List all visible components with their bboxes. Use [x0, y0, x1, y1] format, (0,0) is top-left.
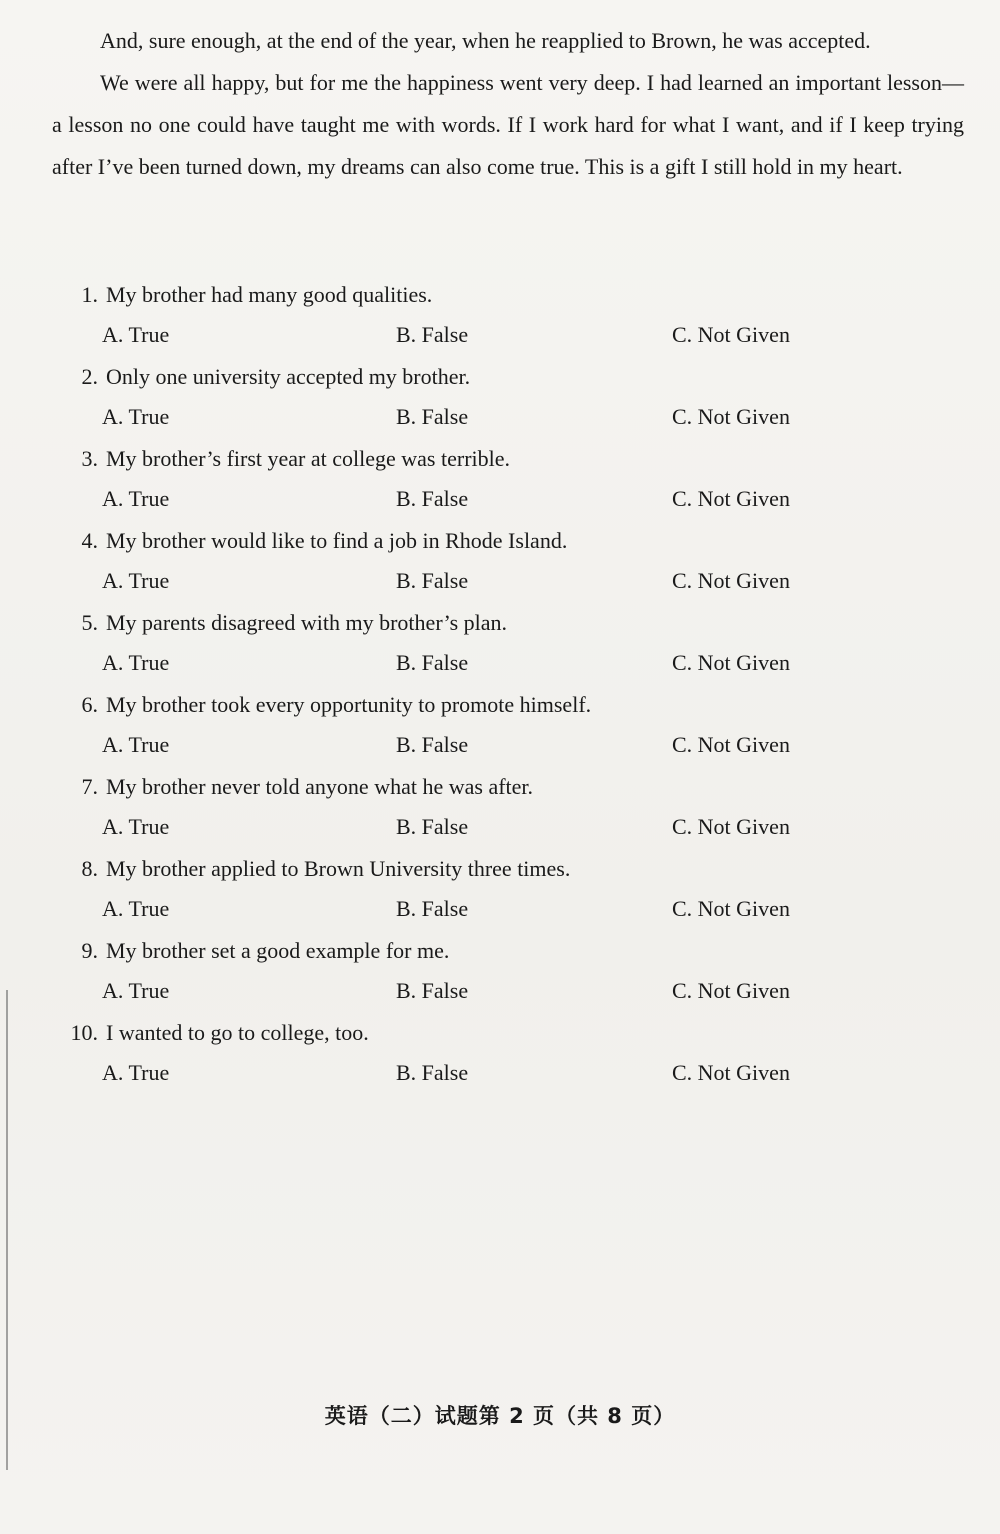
- question-number: 10.: [70, 1020, 98, 1045]
- passage-paragraph-1: And, sure enough, at the end of the year, when he reapplied to Brown, he was accepted.: [100, 28, 871, 53]
- question-number: 9.: [81, 938, 98, 963]
- page-edge-shadow: [6, 990, 8, 1470]
- option-c: C. Not Given: [672, 732, 790, 757]
- option-a: A. True: [102, 486, 170, 511]
- question-stem: [60, 934, 449, 968]
- question-1: [60, 278, 960, 360]
- question-10: [60, 1016, 960, 1098]
- question-7: [60, 770, 960, 852]
- option-b: B. False: [396, 650, 469, 675]
- question-stem: [60, 524, 567, 558]
- question-stem: [60, 442, 510, 476]
- passage-paragraph-2: We were all happy, but for me the happiness went very deep. I had learned an important lesson—a lesson no one could have taught me with words. If I work hard for what I want, and if I keep trying after I’ve been turned down, my dreams can also come true. This is a gift I still hold in my heart.: [52, 70, 964, 179]
- question-text: My brother would like to find a job in Rhode Island.: [106, 528, 568, 553]
- question-number: 6.: [81, 692, 98, 717]
- question-list: [60, 278, 960, 1098]
- option-c: C. Not Given: [672, 568, 790, 593]
- question-text: I wanted to go to college, too.: [106, 1020, 369, 1045]
- option-c: C. Not Given: [672, 896, 790, 921]
- option-b: B. False: [396, 814, 469, 839]
- question-stem: [60, 1016, 369, 1050]
- option-a: A. True: [102, 814, 170, 839]
- question-6: [60, 688, 960, 770]
- question-5: [60, 606, 960, 688]
- question-8: [60, 852, 960, 934]
- option-a: A. True: [102, 404, 170, 429]
- option-b: B. False: [396, 896, 469, 921]
- question-text: My parents disagreed with my brother’s plan.: [106, 610, 508, 635]
- option-c: C. Not Given: [672, 1060, 790, 1085]
- option-a: A. True: [102, 978, 170, 1003]
- question-stem: [60, 852, 570, 886]
- option-a: A. True: [102, 568, 170, 593]
- question-text: My brother took every opportunity to promote himself.: [106, 692, 592, 717]
- question-number: 5.: [81, 610, 98, 635]
- question-text: My brother never told anyone what he was after.: [106, 774, 534, 799]
- question-number: 8.: [81, 856, 98, 881]
- question-stem: [60, 688, 591, 722]
- option-b: B. False: [396, 732, 469, 757]
- question-stem: [60, 770, 533, 804]
- question-stem: [60, 278, 432, 312]
- question-9: [60, 934, 960, 1016]
- option-c: C. Not Given: [672, 814, 790, 839]
- option-a: A. True: [102, 1060, 170, 1085]
- question-stem: [60, 606, 507, 640]
- question-number: 7.: [81, 774, 98, 799]
- option-b: B. False: [396, 404, 469, 429]
- option-a: A. True: [102, 322, 170, 347]
- page-footer: 英语（二）试题第 2 页（共 8 页）: [324, 1404, 676, 1428]
- option-c: C. Not Given: [672, 650, 790, 675]
- question-text: My brother had many good qualities.: [106, 282, 433, 307]
- option-a: A. True: [102, 732, 170, 757]
- question-4: [60, 524, 960, 606]
- question-number: 3.: [81, 446, 98, 471]
- question-text: Only one university accepted my brother.: [106, 364, 471, 389]
- question-text: My brother applied to Brown University three times.: [106, 856, 571, 881]
- reading-passage: [52, 20, 964, 188]
- option-b: B. False: [396, 1060, 469, 1085]
- option-c: C. Not Given: [672, 404, 790, 429]
- option-b: B. False: [396, 568, 469, 593]
- question-number: 4.: [81, 528, 98, 553]
- question-2: [60, 360, 960, 442]
- option-b: B. False: [396, 486, 469, 511]
- question-stem: [60, 360, 470, 394]
- option-b: B. False: [396, 978, 469, 1003]
- question-text: My brother set a good example for me.: [106, 938, 450, 963]
- option-c: C. Not Given: [672, 978, 790, 1003]
- option-c: C. Not Given: [672, 486, 790, 511]
- question-text: My brother’s first year at college was terrible.: [106, 446, 511, 471]
- question-number: 2.: [81, 364, 98, 389]
- option-c: C. Not Given: [672, 322, 790, 347]
- question-3: [60, 442, 960, 524]
- option-a: A. True: [102, 650, 170, 675]
- question-number: 1.: [81, 282, 98, 307]
- option-a: A. True: [102, 896, 170, 921]
- option-b: B. False: [396, 322, 469, 347]
